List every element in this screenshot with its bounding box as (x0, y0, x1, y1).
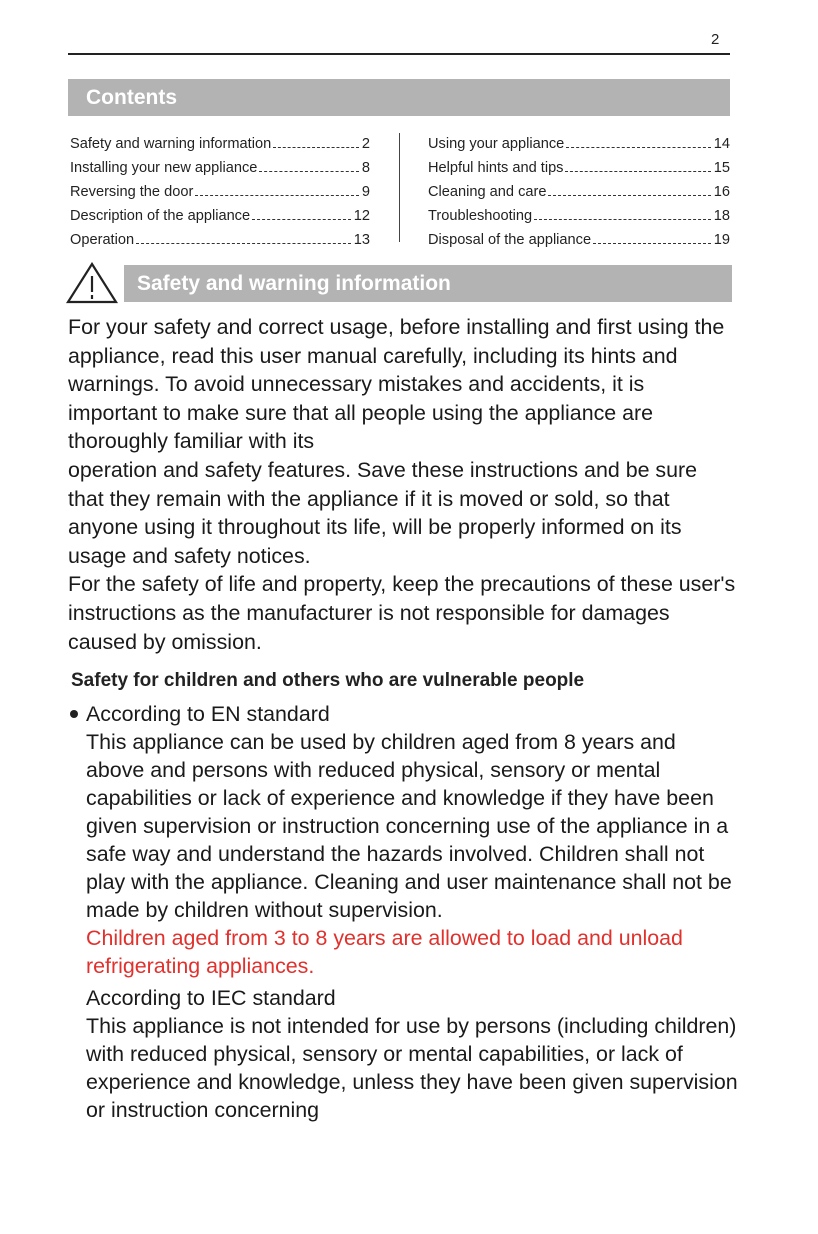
toc-entry[interactable] (428, 128, 730, 152)
toc-leader (566, 147, 710, 148)
toc-entry-title: Helpful hints and tips (428, 160, 564, 176)
toc-entry[interactable] (428, 152, 730, 176)
toc-entry-title: Description of the appliance (70, 208, 251, 224)
header-rule (68, 53, 730, 55)
toc-entry-page: 14 (713, 136, 730, 152)
toc-entry[interactable] (70, 200, 370, 224)
toc-entry-page: 9 (361, 184, 370, 200)
toc-entry-page: 15 (713, 160, 730, 176)
toc-entry-page: 13 (353, 232, 370, 248)
en-standard-text: This appliance can be used by children aged from 8 years and above and persons with reduced physical, sensory or mental capabilities or lack of experience and knowledge if they have been given supervision or instruction concerning use of the appliance in a safe way and understand the hazards involved. Children shall not play with the appliance. Cleaning and user maintenance shall not be made by children without supervision. (86, 730, 732, 922)
toc-leader (593, 243, 711, 244)
en-standard-block (86, 728, 738, 1124)
toc-leader (534, 219, 711, 220)
toc-entry-title: Safety and warning information (70, 136, 272, 152)
safety-heading: Safety and warning information (137, 272, 451, 295)
intro-paragraph: For your safety and correct usage, before installing and first using the appliance, read this user manual carefully, including its hints and warnings. To avoid unnecessary mistakes and accidents, it is important to make sure that all people using the appliance are thoroughly familiar with its (68, 315, 725, 454)
list-item (68, 700, 738, 728)
warning-triangle-icon (66, 262, 118, 309)
toc-entry[interactable] (428, 224, 730, 248)
toc-entry-page: 8 (361, 160, 370, 176)
toc-entry-title: Operation (70, 232, 135, 248)
toc-entry[interactable] (70, 128, 370, 152)
toc-entry-title: Using your appliance (428, 136, 565, 152)
toc-entry-page: 18 (713, 208, 730, 224)
toc-leader (259, 171, 358, 172)
toc-left-column (70, 128, 370, 248)
intro-paragraph: For the safety of life and property, keep the precautions of these user's instructions as the manufacturer is not responsible for damages caused by omission. (68, 572, 736, 654)
iec-standard-text: This appliance is not intended for use by persons (including children) with reduced physical, sensory or mental capabilities, or lack of experience and knowledge, unless they have been given supervision or instruction concerning (86, 1014, 738, 1122)
toc-entry[interactable] (70, 176, 370, 200)
toc-entry[interactable] (428, 200, 730, 224)
toc-entry-page: 16 (713, 184, 730, 200)
contents-heading: Contents (86, 86, 177, 109)
toc-leader (252, 219, 351, 220)
standards-list (68, 700, 738, 1124)
toc-leader (273, 147, 359, 148)
toc-entry-title: Cleaning and care (428, 184, 547, 200)
toc-entry-title: Installing your new appliance (70, 160, 258, 176)
toc-right-column (428, 128, 730, 248)
intro-text (68, 313, 738, 656)
en-standard-highlight: Children aged from 3 to 8 years are allowed to load and unload refrigerating appliances. (86, 926, 683, 978)
toc-leader (548, 195, 710, 196)
toc-entry-page: 12 (353, 208, 370, 224)
toc-entry-page: 2 (361, 136, 370, 152)
toc-entry-title: Reversing the door (70, 184, 194, 200)
bullet-icon (70, 710, 78, 718)
toc-leader (565, 171, 710, 172)
contents-banner (68, 79, 730, 116)
toc-divider (399, 133, 400, 242)
toc-entry-title: Troubleshooting (428, 208, 533, 224)
toc-leader (136, 243, 351, 244)
toc-leader (195, 195, 359, 196)
safety-banner (124, 265, 732, 302)
toc-entry-page: 19 (713, 232, 730, 248)
toc-entry[interactable] (70, 152, 370, 176)
intro-paragraph: operation and safety features. Save these instructions and be sure that they remain with the appliance if it is moved or sold, so that anyone using it throughout its life, will be properly informed on its usage and safety notices. (68, 457, 698, 568)
toc-entry[interactable] (428, 176, 730, 200)
iec-standard-label: According to IEC standard (86, 986, 336, 1010)
children-safety-heading: Safety for children and others who are vulnerable people (71, 670, 585, 691)
toc-entry[interactable] (70, 224, 370, 248)
page-number: 2 (711, 31, 720, 48)
en-standard-label: According to EN standard (86, 702, 330, 726)
toc-entry-title: Disposal of the appliance (428, 232, 592, 248)
